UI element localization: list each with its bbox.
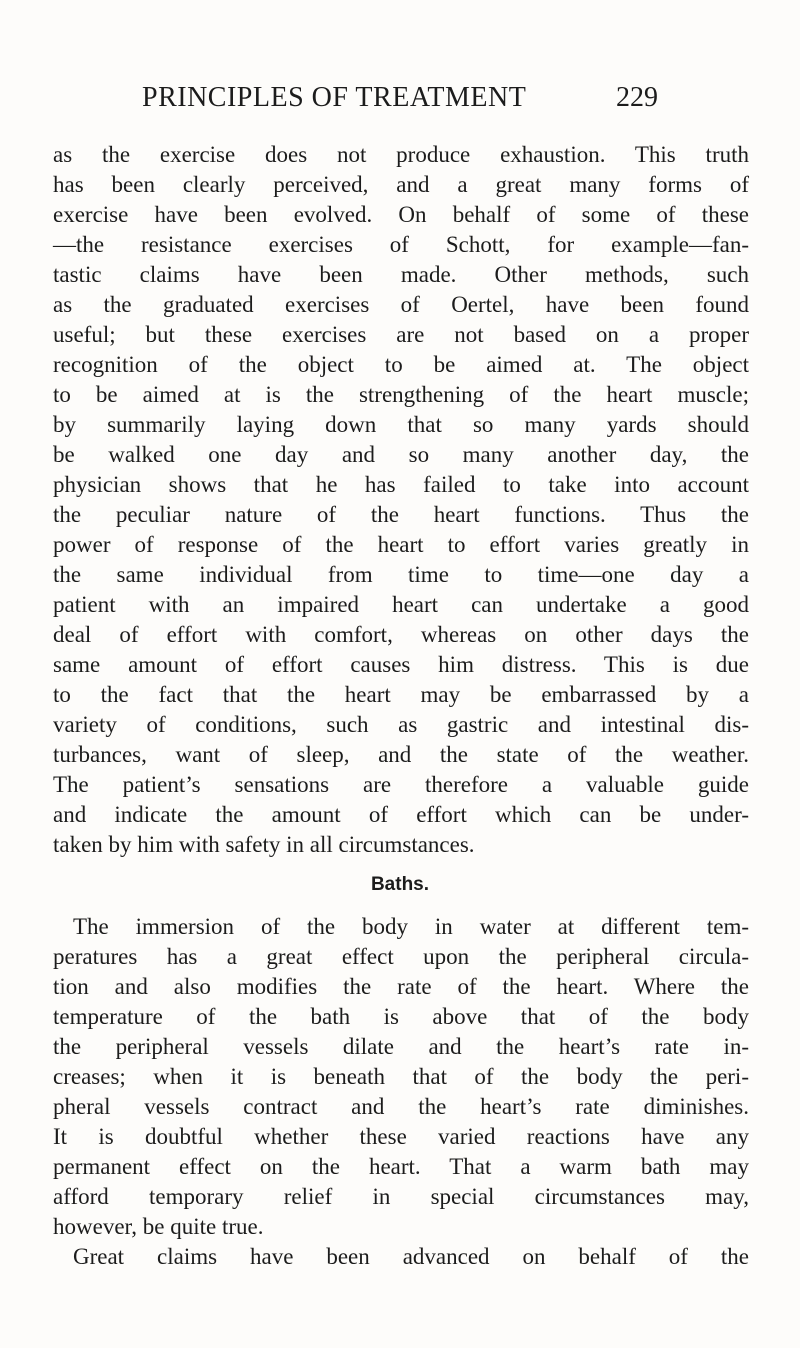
text-line: variety of conditions, such as gastric and intestinal dis- [53,712,749,737]
text-line: as the exercise does not produce exhaustion. This truth [53,142,749,167]
text-line: creases; when it is beneath that of the body the peri- [53,1064,749,1089]
text-line: as the graduated exercises of Oertel, have been found [53,292,749,317]
text-line: deal of effort with comfort, whereas on other days the [53,622,749,647]
text-line: and indicate the amount of effort which can be under- [53,802,749,827]
text-line: physician shows that he has failed to take into account [53,472,749,497]
text-line: exercise have been evolved. On behalf of some of these [53,202,749,227]
text-line: recognition of the object to be aimed at. The object [53,352,749,377]
text-line: turbances, want of sleep, and the state of the weather. [53,742,749,767]
text-line: power of response of the heart to effort varies greatly in [53,532,749,557]
text-line: The patient’s sensations are therefore a valuable guide [53,772,749,797]
text-line: to the fact that the heart may be embarrassed by a [53,682,749,707]
text-line: patient with an impaired heart can undertake a good [53,592,749,617]
text-line: taken by him with safety in all circumstances. [53,832,475,857]
text-line: useful; but these exercises are not based on a proper [53,322,749,347]
text-line: The immersion of the body in water at different tem- [73,914,749,939]
text-line: permanent effect on the heart. That a warm bath may [53,1154,749,1179]
text-line: It is doubtful whether these varied reactions have any [53,1124,749,1149]
text-line: to be aimed at is the strengthening of the heart muscle; [53,382,749,407]
text-line: afford temporary relief in special circumstances may, [53,1184,749,1209]
text-line: however, be quite true. [53,1214,264,1239]
page-number: 229 [616,82,658,113]
text-line: be walked one day and so many another day, the [53,442,749,467]
text-line: peratures has a great effect upon the peripheral circula- [53,944,749,969]
text-line: the peripheral vessels dilate and the heart’s rate in- [53,1034,749,1059]
text-line: same amount of effort causes him distress. This is due [53,652,749,677]
text-line: temperature of the bath is above that of the body [53,1004,749,1029]
text-line: by summarily laying down that so many yards should [53,412,749,437]
text-line: pheral vessels contract and the heart’s rate diminishes. [53,1094,749,1119]
running-title: PRINCIPLES OF TREATMENT [142,82,527,113]
text-line: Great claims have been advanced on behalf of the [73,1244,749,1269]
text-line: the same individual from time to time—one day a [53,562,749,587]
text-line: the peculiar nature of the heart functions. Thus the [53,502,749,527]
text-line: —the resistance exercises of Schott, for example—fan- [53,232,749,257]
section-heading: Baths. [370,874,430,895]
text-line: has been clearly perceived, and a great many forms of [53,172,749,197]
text-line: tastic claims have been made. Other methods, such [53,262,749,287]
text-line: tion and also modifies the rate of the heart. Where the [53,974,749,999]
